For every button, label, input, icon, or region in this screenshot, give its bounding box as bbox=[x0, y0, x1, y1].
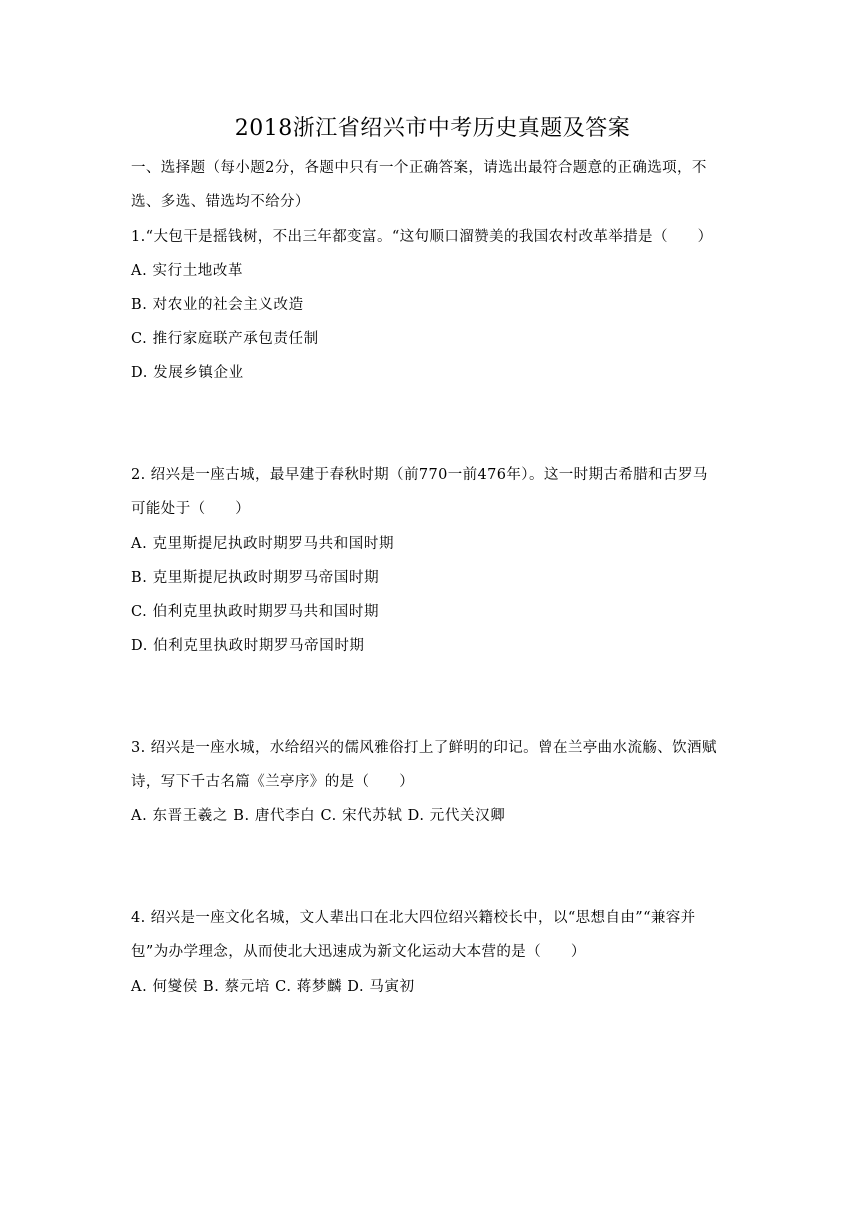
question-2-option-b: B. 克里斯提尼执政时期罗马帝国时期 bbox=[131, 570, 380, 586]
question-3-options: A. 东晋王羲之 B. 唐代李白 C. 宋代苏轼 D. 元代关汉卿 bbox=[131, 808, 506, 824]
question-1-option-d: D. 发展乡镇企业 bbox=[131, 365, 244, 381]
question-2-stem-line-2: 可能处于（ ） bbox=[131, 501, 251, 517]
question-3-stem-line-1: 3. 绍兴是一座水城，水给绍兴的儒风雅俗打上了鲜明的印记。曾在兰亭曲水流觞、饮酒赋 bbox=[131, 740, 717, 756]
question-2-option-a: A. 克里斯提尼执政时期罗马共和国时期 bbox=[131, 536, 395, 552]
question-4-stem-line-2: 包”为办学理念，从而使北大迅速成为新文化运动大本营的是（ ） bbox=[131, 944, 586, 960]
question-2-option-d: D. 伯利克里执政时期罗马帝国时期 bbox=[131, 638, 365, 654]
section-heading-line-2: 选、多选、错选均不给分） bbox=[131, 194, 310, 210]
section-heading-line-1: 一、选择题（每小题2分，各题中只有一个正确答案，请选出最符合题意的正确选项，不 bbox=[131, 160, 707, 176]
question-2-stem-line-1: 2. 绍兴是一座古城，最早建于春秋时期（前770一前476年）。这一时期古希腊和古罗马 bbox=[131, 467, 708, 483]
question-2-option-c: C. 伯利克里执政时期罗马共和国时期 bbox=[131, 604, 380, 620]
question-1-stem: 1.“大包干是摇钱树，不出三年都变富。“这句顺口溜赞美的我国农村改革举措是（ ） bbox=[131, 229, 713, 245]
question-1-option-a: A. 实行土地改革 bbox=[131, 263, 244, 279]
question-4-options: A. 何燮侯 B. 蔡元培 C. 蒋梦麟 D. 马寅初 bbox=[131, 979, 415, 995]
question-3-stem-line-2: 诗，写下千古名篇《兰亭序》的是（ ） bbox=[131, 774, 415, 790]
question-4-stem-line-1: 4. 绍兴是一座文化名城，文人辈出口在北大四位绍兴籍校长中，以“思想自由”“兼容并 bbox=[131, 910, 696, 926]
page-title: 2018浙江省绍兴市中考历史真题及答案 bbox=[234, 116, 631, 141]
question-1-option-c: C. 推行家庭联产承包责任制 bbox=[131, 331, 319, 347]
question-1-option-b: B. 对农业的社会主义改造 bbox=[131, 297, 304, 313]
